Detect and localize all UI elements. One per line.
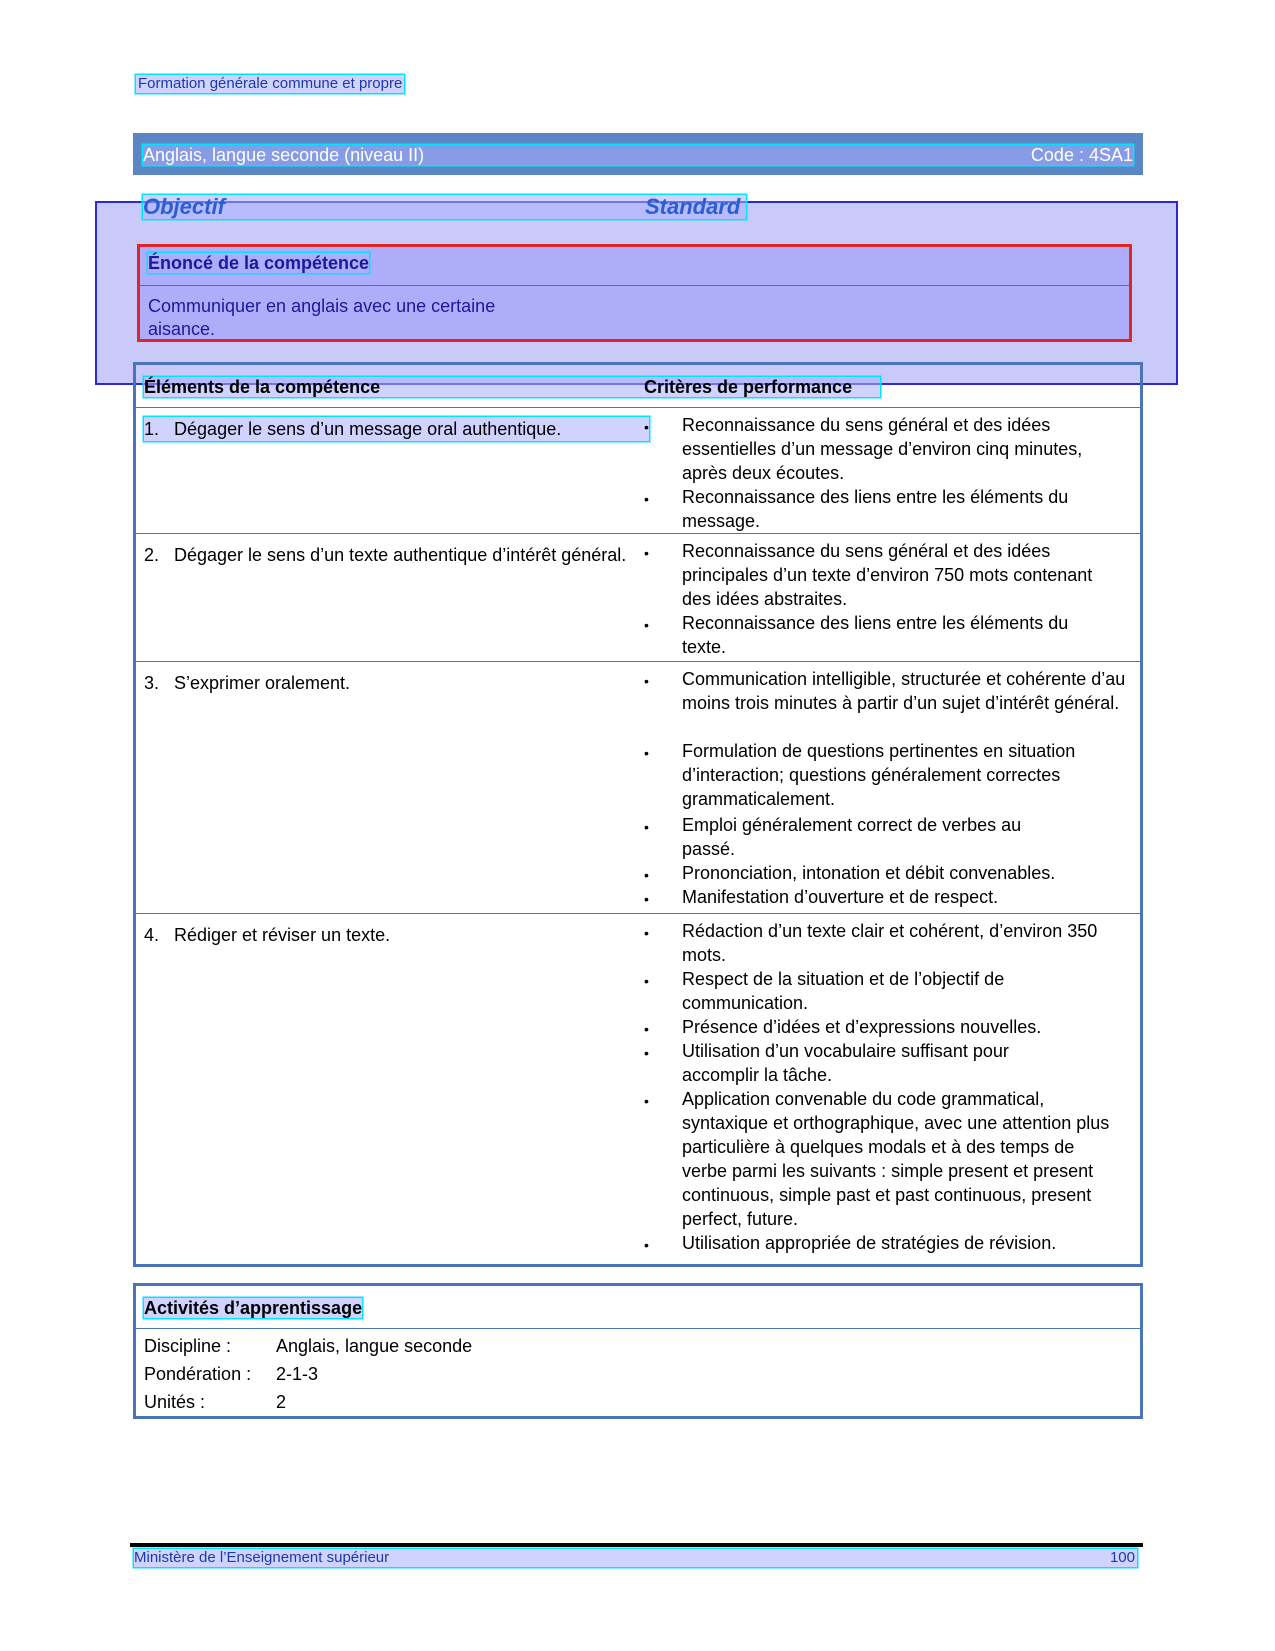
bullet-icon: • — [644, 419, 649, 435]
activities-box — [133, 1283, 1143, 1419]
ponderation-value: 2-1-3 — [276, 1364, 319, 1384]
criterion-text: Application convenable du code grammatical, syntaxique et orthographique, avec une attention plus particulière à quelques modals et à des temps de verbe parmi les suivants : simple present et present continuous, simple past et past continuous, present perfect, future. — [682, 1089, 1110, 1229]
header-divider — [136, 407, 1140, 408]
criterion-text: Reconnaissance du sens général et des idées principales d’un texte d’environ 750 mots contenant des idées abstraites. — [682, 541, 1093, 609]
competence-table — [133, 362, 1143, 1267]
criterion-text: Prononciation, intonation et débit convenables. — [682, 863, 1056, 883]
element-text: Rédiger et réviser un texte. — [174, 925, 391, 945]
discipline-value: Anglais, langue seconde — [276, 1336, 473, 1356]
criterion-text: Formulation de questions pertinentes en situation d’interaction; questions généralement correctes grammaticalement. — [682, 741, 1076, 809]
unites-label: Unités : — [144, 1392, 206, 1412]
bullet-icon: • — [644, 545, 649, 561]
activities-divider — [136, 1328, 1140, 1329]
element-number: 4. — [144, 925, 160, 945]
criterion-text: Rédaction d’un texte clair et cohérent, d’environ 350 mots. — [682, 921, 1098, 965]
footer-rule — [130, 1543, 1143, 1547]
element-number: 3. — [144, 673, 160, 693]
course-title-bar — [133, 133, 1143, 175]
element-text: 1. Dégager le sens d’un message oral authentique. — [144, 417, 649, 441]
bullet-icon: • — [644, 673, 649, 689]
criterion-text: Reconnaissance des liens entre les éléments du texte. — [682, 613, 1069, 657]
page-number: 100 — [1109, 1549, 1135, 1566]
element-text: Dégager le sens d’un texte authentique d’intérêt général. — [174, 545, 627, 565]
bullet-icon: • — [644, 1045, 649, 1061]
bullet-icon: • — [644, 891, 649, 907]
discipline-label: Discipline : — [144, 1336, 232, 1356]
enonce-title: Énoncé de la compétence — [148, 253, 370, 273]
criterion-text: Utilisation d’un vocabulaire suffisant pour accomplir la tâche. — [682, 1041, 1009, 1085]
enonce-divider — [140, 285, 1129, 286]
bullet-icon: • — [644, 925, 649, 941]
bullet-icon: • — [644, 1021, 649, 1037]
criterion-text: Reconnaissance du sens général et des idées essentielles d’un message d’environ cinq minutes, après deux écoutes. — [682, 415, 1083, 483]
criterion-text: Emploi généralement correct de verbes au passé. — [682, 815, 1022, 859]
element-text: S’exprimer oralement. — [174, 673, 351, 693]
row-divider — [136, 533, 1140, 534]
enonce-text: Communiquer en anglais avec une certaine aisance. — [148, 296, 496, 339]
bullet-icon: • — [644, 1237, 649, 1253]
bullet-icon: • — [644, 867, 649, 883]
criterion-text: Reconnaissance des liens entre les éléments du message. — [682, 487, 1069, 531]
running-head: Formation générale commune et propre — [138, 75, 403, 92]
bullet-icon: • — [644, 745, 649, 761]
criterion-text: Présence d’idées et d’expressions nouvelles. — [682, 1017, 1042, 1037]
col-criteres-header: Critères de performance — [644, 377, 853, 397]
activities-title: Activités d’apprentissage — [144, 1298, 363, 1318]
criterion-text: Utilisation appropriée de stratégies de révision. — [682, 1233, 1057, 1253]
bullet-icon: • — [644, 819, 649, 835]
bullet-icon: • — [644, 973, 649, 989]
col-elements-header: Éléments de la compétence — [144, 377, 880, 397]
row-divider — [136, 913, 1140, 914]
criterion-text: Manifestation d’ouverture et de respect. — [682, 887, 999, 907]
standard-label: Standard — [645, 194, 741, 219]
criterion-text: Communication intelligible, structurée et cohérente d’au moins trois minutes à partir d’un sujet d’intérêt général. — [682, 669, 1126, 713]
ponderation-label: Pondération : — [144, 1364, 252, 1384]
criterion-text: Respect de la situation et de l’objectif de communication. — [682, 969, 1005, 1013]
bullet-icon: • — [644, 491, 649, 507]
element-number: 2. — [144, 545, 160, 565]
course-title: Anglais, langue seconde (niveau II) — [143, 145, 1133, 165]
course-code: Code : 4SA1 — [1030, 145, 1133, 165]
bullet-icon: • — [644, 1093, 649, 1109]
row-divider — [136, 661, 1140, 662]
footer-ministry: Ministère de l’Enseignement supérieur — [134, 1549, 1137, 1567]
enonce-box — [137, 244, 1132, 342]
objectif-label: Objectif — [143, 195, 746, 219]
bullet-icon: • — [644, 617, 649, 633]
unites-value: 2 — [276, 1392, 287, 1412]
